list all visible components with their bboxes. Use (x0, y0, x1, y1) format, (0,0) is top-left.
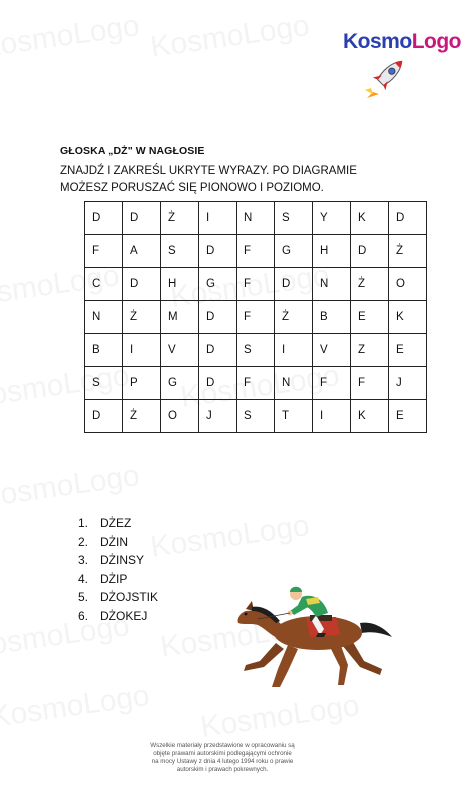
word-text: DŻEZ (100, 516, 132, 530)
grid-cell[interactable]: J (199, 400, 237, 433)
horse-rider-illustration (232, 585, 397, 693)
grid-cell[interactable]: D (199, 301, 237, 334)
grid-cell[interactable]: N (237, 202, 275, 235)
grid-cell[interactable]: I (313, 400, 351, 433)
logo-text (343, 30, 461, 54)
grid-cell[interactable]: Ż (123, 301, 161, 334)
word-number: 5. (78, 590, 89, 604)
grid-cell[interactable]: F (237, 235, 275, 268)
word-text: DŻIP (100, 571, 128, 586)
word-text: DŻINSY (100, 553, 145, 567)
grid-cell[interactable]: S (161, 235, 199, 268)
grid-cell[interactable]: J (389, 367, 427, 400)
grid-cell[interactable]: D (351, 235, 389, 268)
grid-cell[interactable]: D (275, 268, 313, 301)
word-number: 1. (78, 516, 89, 530)
grid-cell[interactable]: D (85, 202, 123, 235)
grid-row (85, 400, 427, 433)
grid-cell[interactable]: D (199, 367, 237, 400)
grid-cell[interactable]: Ż (275, 301, 313, 334)
logo-text-logo: Logo (411, 30, 461, 53)
grid-cell[interactable]: H (313, 235, 351, 268)
grid-cell[interactable]: F (351, 367, 389, 400)
grid-cell[interactable]: F (237, 268, 275, 301)
worksheet-title: GŁOSKA „DŻ" W NAGŁOSIE (60, 145, 205, 157)
grid-cell[interactable]: C (85, 268, 123, 301)
grid-cell[interactable]: H (161, 268, 199, 301)
grid-row (85, 301, 427, 334)
grid-cell[interactable]: S (85, 367, 123, 400)
grid-row (85, 235, 427, 268)
grid-cell[interactable]: V (313, 334, 351, 367)
grid-cell[interactable]: Ż (123, 400, 161, 433)
kosmologo-logo (343, 28, 461, 98)
grid-cell[interactable]: G (275, 235, 313, 268)
word-list-item (78, 551, 158, 570)
grid-cell[interactable]: F (85, 235, 123, 268)
grid-cell[interactable]: D (123, 202, 161, 235)
grid-cell[interactable]: F (237, 367, 275, 400)
grid-cell[interactable]: D (199, 235, 237, 268)
word-text: DŻOJSTIK (100, 590, 159, 604)
word-number: 6. (78, 608, 89, 623)
worksheet-instruction: ZNAJDŹ I ZAKREŚL UKRYTE WYRAZY. PO DIAGRAMIE MOŻESZ PORUSZAĆ SIĘ PIONOWO I POZIOMO. (60, 165, 357, 194)
grid-cell[interactable]: T (275, 400, 313, 433)
grid-cell[interactable]: K (351, 202, 389, 235)
grid-cell[interactable]: Y (313, 202, 351, 235)
word-list (78, 514, 158, 625)
grid-cell[interactable]: E (351, 301, 389, 334)
grid-cell[interactable]: Z (351, 334, 389, 367)
word-number: 2. (78, 534, 89, 549)
grid-cell[interactable]: G (199, 268, 237, 301)
grid-cell[interactable]: E (389, 334, 427, 367)
copyright-notice: Wszelkie materiały przedstawione w opracowaniu są objęte prawami autorskimi podlegającymi ochronie na mocy Ustawy z dnia 4 lutego 1994 roku o prawie autorskim i prawach pokrewnych. (150, 742, 295, 773)
grid-cell[interactable]: O (389, 268, 427, 301)
grid-cell[interactable]: D (199, 334, 237, 367)
word-list-item (78, 514, 158, 533)
grid-cell[interactable]: G (161, 367, 199, 400)
word-list-item (78, 588, 158, 607)
rocket-icon (365, 54, 411, 98)
grid-cell[interactable]: A (123, 235, 161, 268)
grid-cell[interactable]: I (199, 202, 237, 235)
grid-cell[interactable]: M (161, 301, 199, 334)
grid-cell[interactable]: F (313, 367, 351, 400)
word-number: 3. (78, 553, 89, 567)
grid-cell[interactable]: N (85, 301, 123, 334)
grid-cell[interactable]: V (161, 334, 199, 367)
grid-cell[interactable]: S (237, 334, 275, 367)
grid-row (85, 367, 427, 400)
word-text: DŻOKEJ (100, 608, 148, 623)
grid-cell[interactable]: Ż (389, 235, 427, 268)
grid-cell[interactable]: S (275, 202, 313, 235)
word-list-item (78, 570, 158, 589)
word-number: 4. (78, 571, 89, 586)
grid-cell[interactable]: I (275, 334, 313, 367)
logo-text-kosmo: Kosmo (343, 30, 412, 53)
grid-row (85, 334, 427, 367)
grid-cell[interactable]: B (85, 334, 123, 367)
grid-row (85, 202, 427, 235)
grid-cell[interactable]: P (123, 367, 161, 400)
grid-cell[interactable]: Ż (351, 268, 389, 301)
grid-cell[interactable]: B (313, 301, 351, 334)
grid-cell[interactable]: N (275, 367, 313, 400)
grid-cell[interactable]: K (351, 400, 389, 433)
grid-cell[interactable]: D (123, 268, 161, 301)
grid-cell[interactable]: S (237, 400, 275, 433)
grid-cell[interactable]: Ż (161, 202, 199, 235)
word-text: DŻIN (100, 534, 128, 549)
grid-cell[interactable]: E (389, 400, 427, 433)
word-search-grid (84, 201, 427, 433)
grid-cell[interactable]: K (389, 301, 427, 334)
grid-cell[interactable]: O (161, 400, 199, 433)
word-list-item (78, 533, 158, 552)
grid-cell[interactable]: D (85, 400, 123, 433)
grid-cell[interactable]: I (123, 334, 161, 367)
grid-cell[interactable]: N (313, 268, 351, 301)
grid-cell[interactable]: F (237, 301, 275, 334)
grid-cell[interactable]: D (389, 202, 427, 235)
grid-row (85, 268, 427, 301)
word-list-item (78, 607, 158, 626)
